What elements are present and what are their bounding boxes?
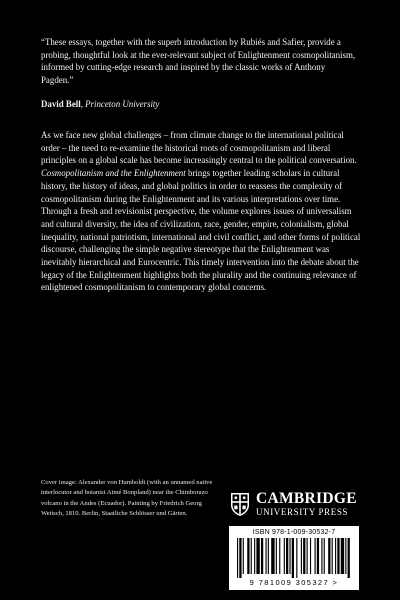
barcode-bar bbox=[289, 538, 290, 574]
barcode-bar bbox=[345, 538, 346, 574]
barcode-bar bbox=[243, 538, 244, 574]
barcode-bar bbox=[279, 538, 280, 574]
barcode-bar bbox=[296, 538, 297, 578]
barcode-bar bbox=[317, 538, 319, 574]
barcode-bar bbox=[284, 538, 285, 574]
barcode-bar bbox=[271, 538, 274, 574]
barcode-bar bbox=[276, 538, 277, 574]
barcode-bar bbox=[256, 538, 259, 574]
barcode-bar bbox=[239, 538, 241, 578]
book-description bbox=[41, 129, 363, 294]
barcode-bar bbox=[348, 538, 350, 578]
description-part-2: brings together leading scholars in cultural history, the history of ideas, and global politics in order to reassess the complexity of cosmopolitanism during the Enlightenment and its various interpretations over time. Through a fresh and revisionist perspective, the volume explores issues of universalism and cultural diversity, the idea of civilization, race, gender, empire, colonialism, global inequality, national patriotism, international and civil conflict, and other forms of political discourse, challenging the simple negative stereotype that the Enlightenment was inevitably hierarchical and Eurocentric. This timely intervention into the debate about the legacy of the Enlightenment highlights both the plurality and the continuing relevance of enlightened cosmopolitanism to contemporary global concerns. bbox=[41, 168, 361, 293]
barcode-bar bbox=[335, 538, 336, 574]
barcode-bar bbox=[292, 538, 294, 578]
cambridge-shield-icon bbox=[230, 492, 250, 517]
barcode-bar bbox=[321, 538, 322, 574]
barcode-digits: 9 781009 305327 > bbox=[249, 578, 339, 587]
barcode-bar bbox=[303, 538, 305, 574]
barcode-bar bbox=[332, 538, 333, 574]
isbn-label: ISBN 978-1-009-30532-7 bbox=[252, 529, 336, 536]
barcode-bar bbox=[266, 538, 267, 574]
barcode-bar bbox=[254, 538, 255, 574]
barcode-bar bbox=[301, 538, 302, 574]
barcode-bar bbox=[268, 538, 269, 574]
barcode-bar bbox=[341, 538, 344, 574]
barcode-bar bbox=[324, 538, 325, 574]
publisher-subname: UNIVERSITY PRESS bbox=[256, 506, 349, 517]
barcode-bar bbox=[247, 538, 249, 574]
cover-image-credit: Cover image: Alexander von Humboldt (with an unnamed native interlocutor and botanist Aimé Bonpland) near the Chimborazo volcano in the Andes (Ecuador). Painting by Friedrich Georg Weitsch, 1810. Berlin, Staatliche Schlösser und Gärten. bbox=[41, 479, 213, 517]
barcode-bars bbox=[237, 538, 351, 578]
isbn-barcode bbox=[229, 526, 359, 590]
endorser-affiliation: Princeton University bbox=[85, 99, 160, 109]
endorsement-attribution: David Bell, Princeton University bbox=[41, 99, 160, 109]
barcode-bar bbox=[315, 538, 316, 574]
barcode-bar bbox=[337, 538, 339, 574]
book-title: Cosmopolitanism and the Enlightenment bbox=[41, 168, 186, 179]
barcode-bar bbox=[310, 538, 311, 574]
barcode-bar bbox=[307, 538, 308, 574]
endorsement-quote: “These essays, together with the superb introduction by Rubiés and Safier, provide a probing, thoughtful look at the ever-relevant subject of Enlightenment cosmopolitanism, informed by cutting-edge research and inspired by the classic works of Anthony Pagden.” bbox=[41, 37, 356, 85]
barcode-bar bbox=[237, 538, 238, 578]
publisher-name: CAMBRIDGE bbox=[256, 490, 357, 508]
barcode-bar bbox=[261, 538, 263, 574]
publisher-logo bbox=[230, 484, 360, 524]
barcode-bar bbox=[328, 538, 330, 574]
barcode-bar bbox=[251, 538, 252, 574]
description-part-1: As we face new global challenges – from climate change to the international political order – the need to re-examine the historical roots of cosmopolitanism and liberal principles on a global scale has become increasingly central to the political conversation. bbox=[41, 130, 357, 166]
barcode-bar bbox=[286, 538, 288, 574]
endorser-name: David Bell bbox=[41, 99, 81, 109]
